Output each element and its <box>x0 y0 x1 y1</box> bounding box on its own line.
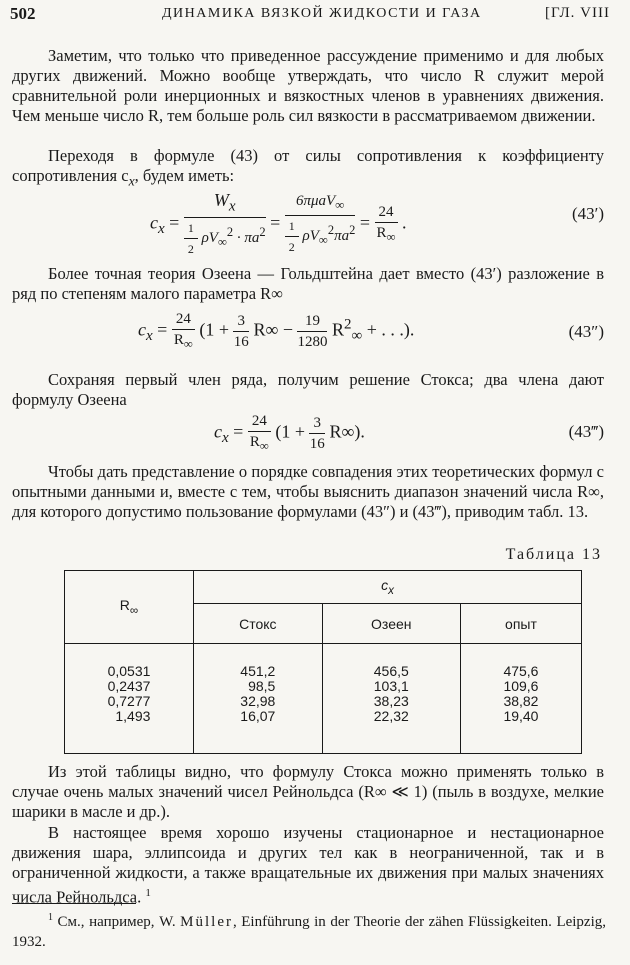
header-experiment: опыт <box>460 604 581 644</box>
paragraph-6 <box>12 762 604 822</box>
page-number: 502 <box>10 4 36 23</box>
header-reynolds: $R_\infty$ <box>65 571 194 644</box>
header-stokes: Стокс <box>194 604 323 644</box>
paragraph-2-end: , будем иметь: <box>134 166 235 185</box>
paragraph-5-text: Чтобы дать представление о порядке совпадения этих теоретических формул с опытными данными и, вместе с тем, чтобы выяснить диапазон значений числа R∞, для которого допустимо пользование формулами (43″) и (43‴), приводим табл. 13. <box>12 462 604 521</box>
page-header <box>10 4 610 26</box>
running-title: ДИНАМИКА ВЯЗКОЙ ЖИДКОСТИ И ГАЗА <box>162 6 482 21</box>
paragraph-3 <box>12 264 604 304</box>
equation-label-43-triple-prime: (43‴) <box>568 422 604 441</box>
paragraph-2-sub: x <box>128 173 135 189</box>
paragraph-4-text: Сохраняя первый член ряда, получим решение Стокса; два члена дают формулу Озеена <box>12 370 604 409</box>
paragraph-6-text: Из этой таблицы видно, что формулу Стокса можно применять только в случае очень малых значений чисел Рейнольдса (R∞ ≪ 1) (пыль в воздухе, мелкие шарики в масле и др.). <box>12 762 604 821</box>
equation-label-43-double-prime: (43″) <box>568 322 604 341</box>
footnote-mark: 1 <box>145 887 151 899</box>
header-cx: $c_x$ <box>194 571 582 604</box>
column-experiment: 475,6 109,6 38,82 19,40 <box>460 644 581 754</box>
fraction-stokes: 6πμaV$_\infty$ $\frac{1}{2}$ $\rho V_\infty^2\pi a^2$ <box>285 191 356 257</box>
paragraph-4 <box>12 370 604 410</box>
paragraph-1 <box>12 46 604 126</box>
equation-43-triple-prime: $c_x$ = $\frac{24}{R_\infty}$ (1 + $\frac{3}{16}$ R∞). <box>214 413 365 453</box>
header-oseen: Озеен <box>322 604 460 644</box>
column-reynolds: 0,0531 0,2437 0,7277 1,493 <box>65 644 194 754</box>
fraction-force: $W_x$ $\frac{1}{2}$ $\rho V_\infty^2 \cdot \pi a^2$ <box>184 190 266 259</box>
equation-43-double-prime: $c_x$ = $\frac{24}{R_\infty}$ (1 + $\frac{3}{16}$ R∞ − $\frac{19}{1280}$ $R^2_\infty$ + . . .). <box>138 311 415 351</box>
equation-label-43-prime: (43′) <box>571 204 604 223</box>
table-caption: Таблица 13 <box>505 546 602 563</box>
fraction-24-over-r: $\frac{24}{R_\infty}$ <box>375 202 398 247</box>
paragraph-7-text: В настоящее время хорошо изучены стационарное и нестационарное движения шара, эллипсоида и других тел как в неограниченной, так и в ограниченной жидкости, а также вращательные их движения при малых значениях числа Рейнольдса. <box>12 823 604 907</box>
paragraph-2 <box>12 146 604 191</box>
footnote-rule <box>12 903 136 904</box>
paragraph-7 <box>12 823 604 908</box>
paragraph-5 <box>12 462 604 522</box>
paragraph-3-text: Более точная теория Озеена — Гольдштейна дает вместо (43′) разложение в ряд по степеням малого параметра R∞ <box>12 264 604 303</box>
paragraph-1-text: Заметим, что только что приведенное рассуждение применимо и для любых других движений. Можно вообще утверждать, что число R служит мерой сравнительной роли инерционных и вязкостных членов в уравнениях движения. Чем меньше число R, тем больше роль сил вязкости в рассматриваемом движении. <box>12 46 604 125</box>
data-table <box>64 570 582 754</box>
column-oseen: 456,5 103,1 38,23 22,32 <box>322 644 460 754</box>
equation-43-prime: $c_x$ = $W_x$ $\frac{1}{2}$ $\rho V_\infty^2 \cdot \pi a^2$ = 6πμaV$_\infty$ $\frac{1}{2}$ $\rho V_\infty^2\pi a^2$ = $\frac{24}{R_\infty}$ . <box>150 190 407 259</box>
footnote: $^1$ См., например, W. Müller, Einführung in der Theorie der zähen Flüssigkeiten. Leipzig, 1932. <box>12 912 607 950</box>
paragraph-2-text: Переходя в формуле (43) от силы сопротивления к коэффициенту сопротивления c <box>12 146 604 185</box>
chapter-label: [ГЛ. VIII <box>544 5 610 21</box>
column-stokes: 451,2 98,5 32,98 16,07 <box>194 644 323 754</box>
